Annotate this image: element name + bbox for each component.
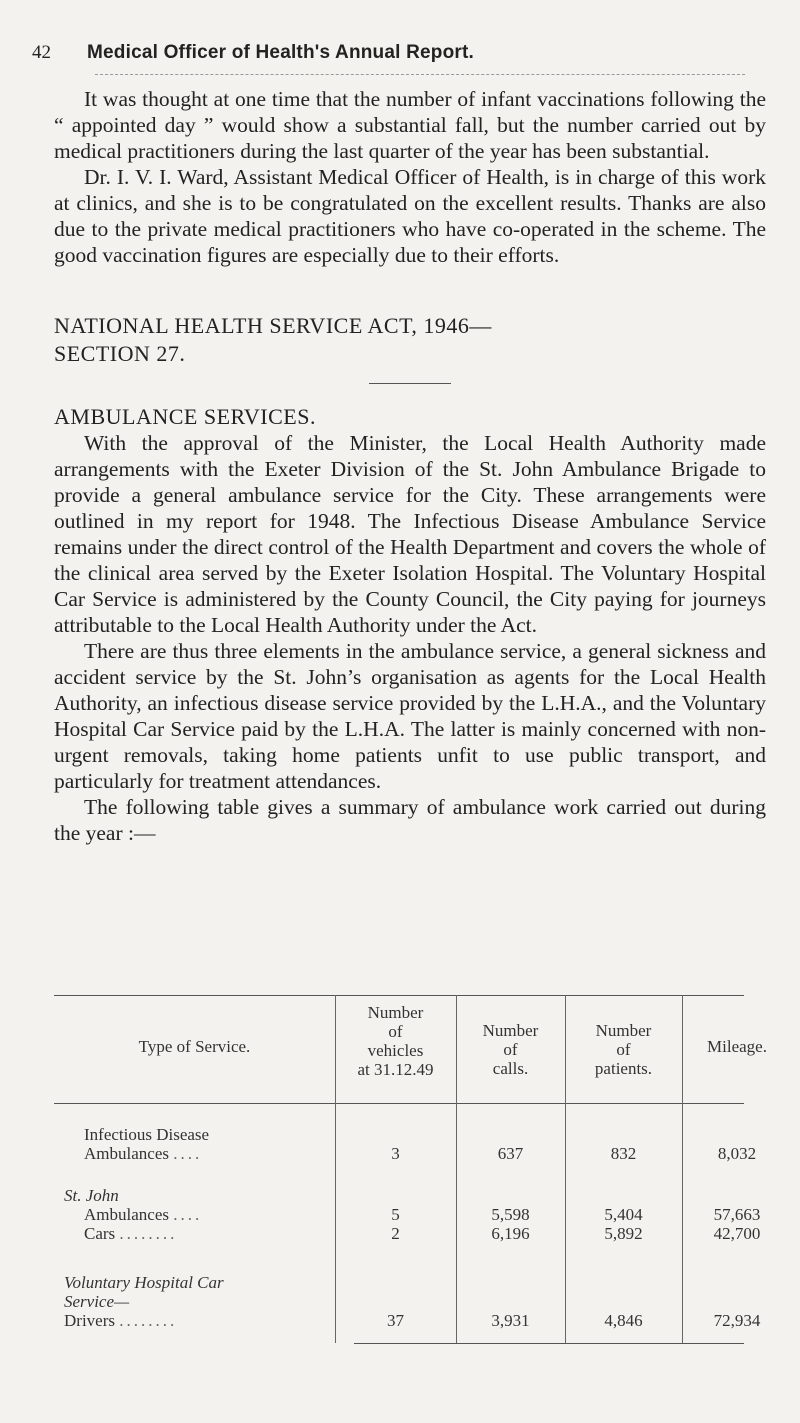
row-label-cars: Cars ........ xyxy=(84,1224,178,1243)
header-mileage: Mileage. xyxy=(707,1037,767,1056)
cell-patients: 5,404 xyxy=(604,1205,643,1224)
paragraph-vaccination: It was thought at one time that the number of infant vaccinations following the “ appointed day ” would show a substantial fall, but the number carried out by medical practitioners during the last quarter of the year has been substantial. xyxy=(54,87,766,163)
cell-calls: 5,598 xyxy=(491,1205,530,1224)
section-divider xyxy=(369,383,451,384)
paragraph-table-intro: The following table gives a summary of ambulance work carried out during the year :— xyxy=(54,795,766,845)
page-number: 42 xyxy=(32,42,51,63)
cell-patients: 4,846 xyxy=(604,1311,643,1330)
header-number-of-patients: Number of patients. xyxy=(594,1021,653,1078)
header-divider xyxy=(95,74,745,75)
ambulance-summary-table xyxy=(54,995,794,1345)
group-label-voluntary-hospital-car-service: Voluntary Hospital Car Service— xyxy=(64,1273,224,1311)
cell-calls: 6,196 xyxy=(491,1224,530,1243)
cell-patients: 832 xyxy=(610,1144,637,1163)
cell-vehicles: 5 xyxy=(391,1205,400,1224)
row-label-ambulances: Ambulances .... xyxy=(84,1205,203,1224)
table-top-rule xyxy=(54,995,744,996)
page-header xyxy=(32,42,772,64)
paragraph-three-elements: There are thus three elements in the ambulance service, a general sickness and accident service by the St. John’s organisation as agents for the Local Health Authority, an infectious disease service provided by the L.H.A., and the Voluntary Hospital Car Service paid by the L.H.A. The latter is mainly concerned with non-urgent removals, taking home patients unfit to use public transport, and particularly for treatment attendances. xyxy=(54,639,766,793)
cell-mileage: 57,663 xyxy=(713,1205,761,1224)
row-label-drivers: Drivers ........ xyxy=(64,1311,178,1330)
cell-mileage: 72,934 xyxy=(713,1311,761,1330)
cell-mileage: 8,032 xyxy=(717,1144,757,1163)
header-number-of-calls: Number of calls. xyxy=(482,1021,539,1078)
cell-vehicles: 37 xyxy=(387,1311,404,1330)
paragraph-dr-ward: Dr. I. V. I. Ward, Assistant Medical Officer of Health, is in charge of this work at clinics, and she is to be congratulated on the excellent results. Thanks are also due to the private medical practitioners who have co-operated in the scheme. The good vaccination figures are especially due to their efforts. xyxy=(54,165,766,267)
table-header-rule xyxy=(54,1103,744,1104)
cell-patients: 5,892 xyxy=(604,1224,643,1243)
cell-calls: 3,931 xyxy=(491,1311,530,1330)
table-bottom-rule xyxy=(354,1343,744,1344)
report-body xyxy=(54,86,766,846)
cell-vehicles: 3 xyxy=(391,1144,400,1163)
ambulance-services-heading: AMBULANCE SERVICES. xyxy=(54,404,316,429)
row-label-infectious-disease: Infectious Disease Ambulances .... xyxy=(84,1125,210,1163)
paragraph-arrangements: With the approval of the Minister, the Local Health Authority made arrangements with the Exeter Division of the St. John Ambulance Brigade to provide a general ambulance service for the City. These arrangements were outlined in my report for 1948. The Infectious Disease Ambulance Service remains under the direct control of the Health Department and covers the whole of the clinical area served by the Exeter Isolation Hospital. The Voluntary Hospital Car Service is administered by the County Council, the City paying for journeys attributable to the Local Health Authority under the Act. xyxy=(54,431,766,637)
cell-vehicles: 2 xyxy=(391,1224,400,1243)
section-heading-line1: NATIONAL HEALTH SERVICE ACT, 1946— xyxy=(54,313,492,338)
section-heading-line2: SECTION 27. xyxy=(54,341,186,366)
running-title: Medical Officer of Health's Annual Report. xyxy=(87,42,474,63)
cell-calls: 637 xyxy=(497,1144,524,1163)
header-number-of-vehicles: Number of vehicles at 31.12.49 xyxy=(357,1003,434,1079)
cell-mileage: 42,700 xyxy=(713,1224,761,1243)
group-label-st-john: St. John xyxy=(64,1186,119,1205)
header-type-of-service: Type of Service. xyxy=(138,1037,251,1056)
